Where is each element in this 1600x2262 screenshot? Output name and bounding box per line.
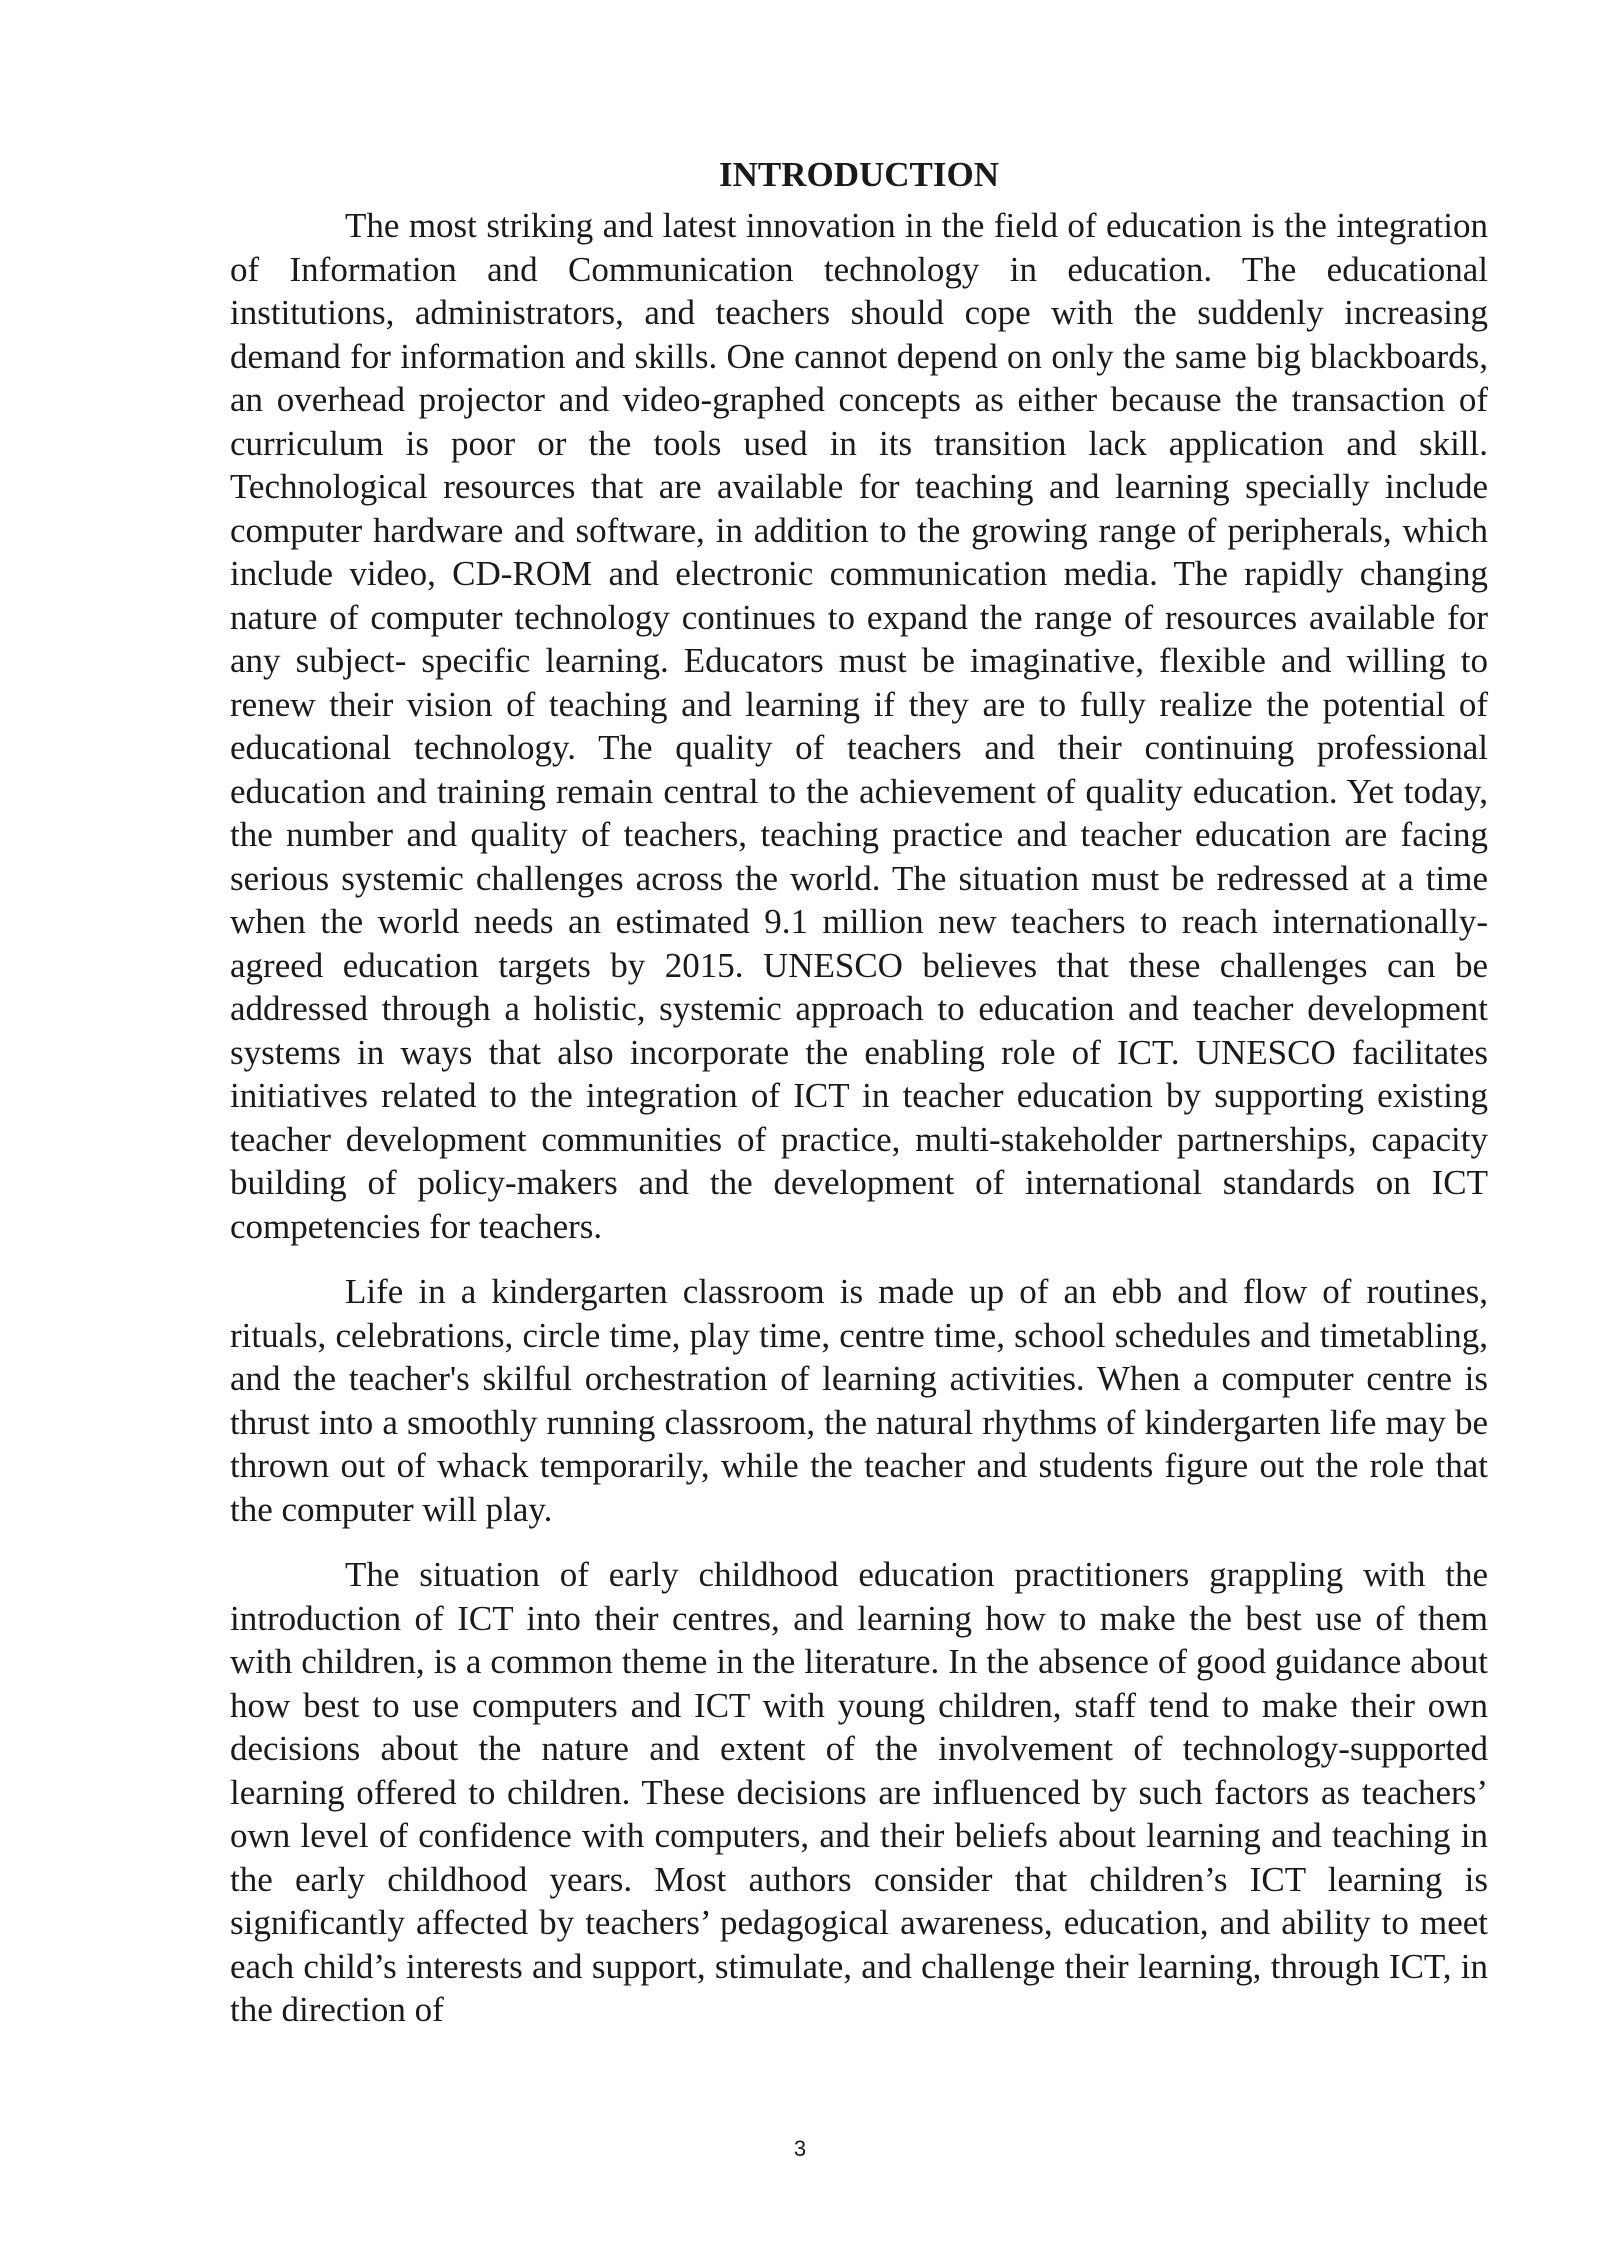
paragraph-ict-integration: The most striking and latest innovation in the field of education is the integration of Information and Communication technology in education. The educational institutions, administrators, and teachers should cope with the suddenly increasing demand for information and skills. One cannot depend on only the same big blackboards, an overhead projector and video-graphed concepts as either because the transaction of curriculum is poor or the tools used in its transition lack application and skill. Technological resources that are available for teaching and learning specially include computer hardware and software, in addition to the growing range of peripherals, which include video, CD-ROM and electronic communication media. The rapidly changing nature of computer technology continues to expand the range of resources available for any subject- specific learning. Educators must be imaginative, flexible and willing to renew their vision of teaching and learning if they are to fully realize the potential of educational technology. The quality of teachers and their continuing professional education and training remain central to the achievement of quality education. Yet today, the number and quality of teachers, teaching practice and teacher education are facing serious systemic challenges across the world. The situation must be redressed at a time when the world needs an estimated 9.1 million new teachers to reach internationally-agreed education targets by 2015. UNESCO believes that these challenges can be addressed through a holistic, systemic approach to education and teacher development systems in ways that also incorporate the enabling role of ICT. UNESCO facilitates initiatives related to the integration of ICT in teacher education by supporting existing teacher development communities of practice, multi-stakeholder partnerships, capacity building of policy-makers and the development of international standards on ICT competencies for teachers. xyxy=(230,206,1488,1246)
page-body xyxy=(230,150,1488,2054)
section-heading: INTRODUCTION xyxy=(718,155,1000,194)
paragraph-kindergarten-classroom: Life in a kindergarten classroom is made up of an ebb and flow of routines, rituals, celebrations, circle time, play time, centre time, school schedules and timetabling, and the teacher's skilful orchestration of learning activities. When a computer centre is thrust into a smoothly running classroom, the natural rhythms of kindergarten life may be thrown out of whack temporarily, while the teacher and students figure out the role that the computer will play. xyxy=(230,1272,1488,1529)
page-number: 3 xyxy=(793,2136,807,2161)
paragraph-early-childhood-practitioners: The situation of early childhood education practitioners grappling with the introduction of ICT into their centres, and learning how to make the best use of them with children, is a common theme in the literature. In the absence of good guidance about how best to use computers and ICT with young children, staff tend to make their own decisions about the nature and extent of the involvement of technology-supported learning offered to children. These decisions are influenced by such factors as teachers’ own level of confidence with computers, and their beliefs about learning and teaching in the early childhood years. Most authors consider that children’s ICT learning is significantly affected by teachers’ pedagogical awareness, education, and ability to meet each child’s interests and support, stimulate, and challenge their learning, through ICT, in the direction of xyxy=(230,1555,1488,2029)
